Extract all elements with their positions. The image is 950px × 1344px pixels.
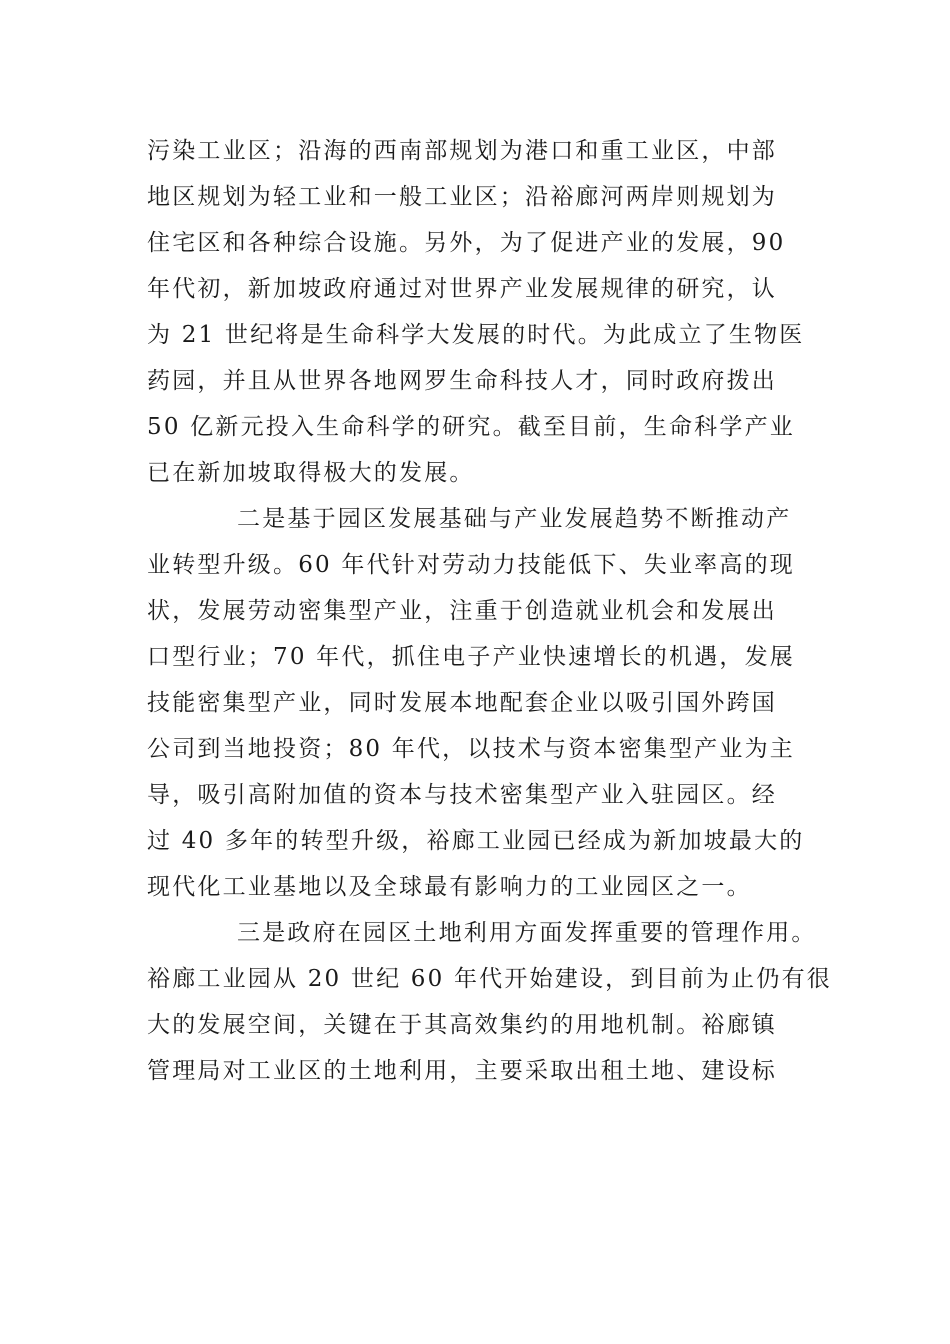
paragraph-2 [147, 496, 807, 910]
text-line: 业转型升级。60 年代针对劳动力技能低下、失业率高的现 [147, 552, 795, 578]
document-body [147, 128, 832, 1094]
text-line: 裕廊工业园从 20 世纪 60 年代开始建设，到目前为止仍有很 [147, 966, 832, 992]
text-line: 地区规划为轻工业和一般工业区；沿裕廊河两岸则规划为 [147, 184, 777, 210]
text-line: 50 亿新元投入生命科学的研究。截至目前，生命科学产业 [147, 414, 795, 440]
text-line-indented: 三是政府在园区土地利用方面发挥重要的管理作用。 [237, 920, 817, 946]
text-line: 污染工业区；沿海的西南部规划为港口和重工业区，中部 [147, 138, 777, 164]
paragraph-1 [147, 128, 807, 496]
text-line: 已在新加坡取得极大的发展。 [147, 460, 475, 486]
text-line: 过 40 多年的转型升级，裕廊工业园已经成为新加坡最大的 [147, 828, 805, 854]
text-line: 口型行业；70 年代，抓住电子产业快速增长的机遇，发展 [147, 644, 795, 670]
text-line: 住宅区和各种综合设施。另外，为了促进产业的发展，90 [147, 230, 786, 256]
text-line: 状，发展劳动密集型产业，注重于创造就业机会和发展出 [147, 598, 777, 624]
text-line: 药园，并且从世界各地网罗生命科技人才，同时政府拨出 [147, 368, 777, 394]
text-line: 技能密集型产业，同时发展本地配套企业以吸引国外跨国 [147, 690, 777, 716]
text-line: 现代化工业基地以及全球最有影响力的工业园区之一。 [147, 874, 752, 900]
paragraph-3 [147, 910, 832, 1094]
text-line: 年代初，新加坡政府通过对世界产业发展规律的研究，认 [147, 276, 777, 302]
text-line: 为 21 世纪将是生命科学大发展的时代。为此成立了生物医 [147, 322, 805, 348]
text-line: 管理局对工业区的土地利用，主要采取出租土地、建设标 [147, 1058, 777, 1084]
text-line-indented: 二是基于园区发展基础与产业发展趋势不断推动产 [237, 506, 792, 532]
text-line: 大的发展空间，关键在于其高效集约的用地机制。裕廊镇 [147, 1012, 777, 1038]
text-line: 导，吸引高附加值的资本与技术密集型产业入驻园区。经 [147, 782, 777, 808]
text-line: 公司到当地投资；80 年代，以技术与资本密集型产业为主 [147, 736, 795, 762]
